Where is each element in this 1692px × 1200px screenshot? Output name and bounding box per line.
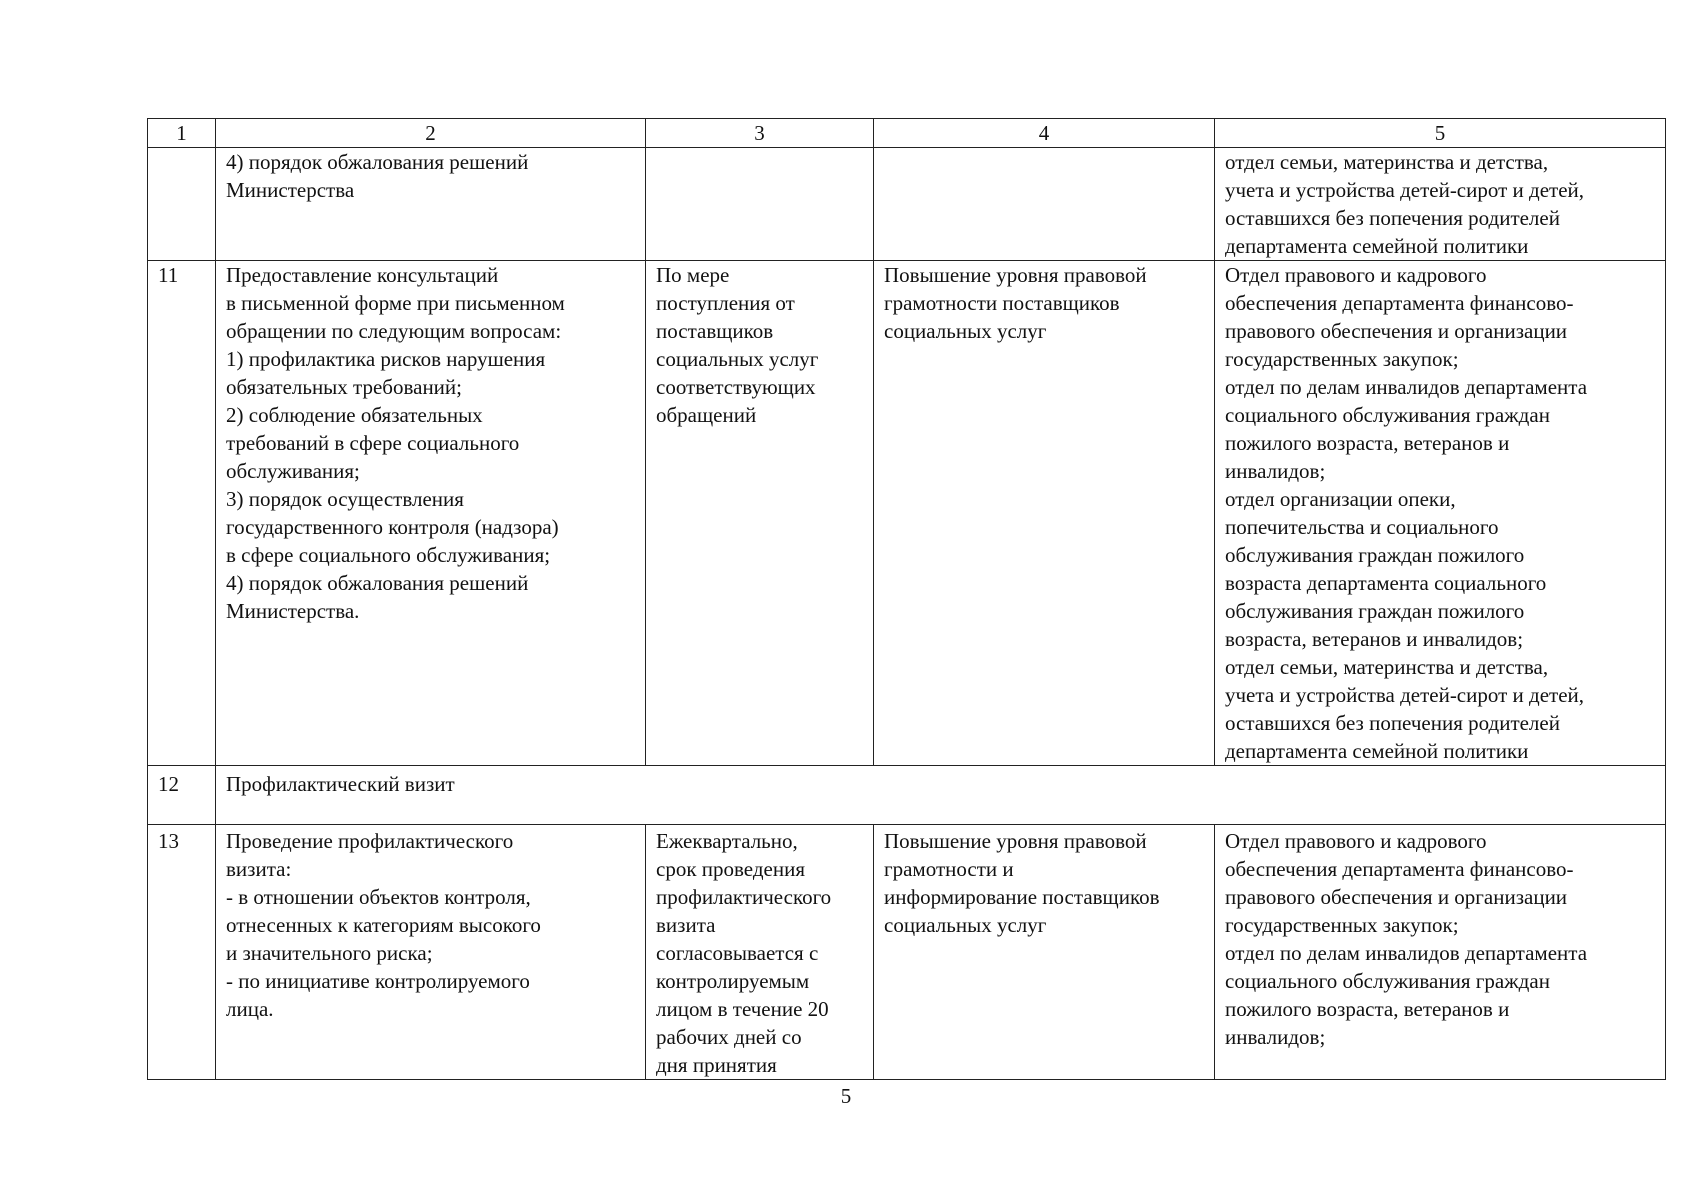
cell-text-line: в письменной форме при письменном bbox=[226, 291, 565, 315]
cell-text-line: Ежеквартально, bbox=[656, 829, 798, 853]
cell-text-line: обслуживания граждан пожилого bbox=[1225, 599, 1525, 623]
cell-text-line: отдел по делам инвалидов департамента bbox=[1225, 375, 1588, 399]
cell-text-line: обращении по следующим вопросам: bbox=[226, 319, 562, 343]
cell-text-line: в сфере социального обслуживания; bbox=[226, 543, 551, 567]
timing-cell bbox=[646, 148, 874, 261]
cell-text-line: социального обслуживания граждан bbox=[1225, 403, 1550, 427]
cell-text-line: социальных услуг bbox=[656, 347, 819, 371]
cell-text-line: - в отношении объектов контроля, bbox=[226, 885, 531, 909]
cell-text-line: государственного контроля (надзора) bbox=[226, 515, 559, 539]
measure-name-cell bbox=[216, 825, 646, 1080]
cell-text-line: правового обеспечения и организации bbox=[1225, 319, 1568, 343]
cell-text-line: По мере bbox=[656, 263, 730, 287]
cell-text-line: 4) порядок обжалования решений bbox=[226, 571, 529, 595]
cell-text-line: информирование поставщиков bbox=[884, 885, 1160, 909]
cell-text-line: Министерства. bbox=[226, 599, 360, 623]
header-cell-4: 4 bbox=[874, 119, 1215, 148]
result-cell bbox=[874, 148, 1215, 261]
cell-text-line: государственных закупок; bbox=[1225, 347, 1459, 371]
cell-text-line: правового обеспечения и организации bbox=[1225, 885, 1568, 909]
cell-text-line: Отдел правового и кадрового bbox=[1225, 829, 1487, 853]
cell-text-line: рабочих дней со bbox=[656, 1025, 802, 1049]
cell-text-line: визита: bbox=[226, 857, 292, 881]
cell-text-line: 4) порядок обжалования решений bbox=[226, 150, 529, 174]
cell-text-line: лица. bbox=[226, 997, 274, 1021]
cell-text-line: департамента семейной политики bbox=[1225, 234, 1529, 258]
cell-text-line: учета и устройства детей-сирот и детей, bbox=[1225, 683, 1584, 707]
cell-text-line: отдел семьи, материнства и детства, bbox=[1225, 150, 1549, 174]
timing-cell bbox=[646, 261, 874, 766]
cell-text-line: социальных услуг bbox=[884, 913, 1047, 937]
row-number-cell: 12 bbox=[148, 766, 216, 825]
cell-text-line: Отдел правового и кадрового bbox=[1225, 263, 1487, 287]
cell-text-line: обеспечения департамента финансово- bbox=[1225, 857, 1574, 881]
row-number-cell: 11 bbox=[148, 261, 216, 766]
cell-text-line: 3) порядок осуществления bbox=[226, 487, 464, 511]
cell-text-line: Проведение профилактического bbox=[226, 829, 514, 853]
cell-text-line: государственных закупок; bbox=[1225, 913, 1459, 937]
table-row-12 bbox=[148, 766, 1666, 825]
measure-name-cell bbox=[216, 261, 646, 766]
cell-text-line: требований в сфере социального bbox=[226, 431, 520, 455]
header-cell-2: 2 bbox=[216, 119, 646, 148]
cell-text-line: отдел организации опеки, bbox=[1225, 487, 1456, 511]
table-row-continuation bbox=[148, 148, 1666, 261]
page-number: 5 bbox=[840, 1084, 852, 1108]
responsible-cell bbox=[1215, 261, 1666, 766]
cell-text-line: инвалидов; bbox=[1225, 1025, 1326, 1049]
header-cell-3: 3 bbox=[646, 119, 874, 148]
cell-text-line: грамотности и bbox=[884, 857, 1014, 881]
cell-text-line: срок проведения bbox=[656, 857, 805, 881]
cell-text-line: оставшихся без попечения родителей bbox=[1225, 206, 1560, 230]
cell-text-line: учета и устройства детей-сирот и детей, bbox=[1225, 178, 1584, 202]
header-row bbox=[148, 119, 1666, 148]
cell-text-line: обеспечения департамента финансово- bbox=[1225, 291, 1574, 315]
cell-text-line: профилактического bbox=[656, 885, 832, 909]
cell-text-line: социальных услуг bbox=[884, 319, 1047, 343]
table-row-11 bbox=[148, 261, 1666, 766]
cell-text-line: и значительного риска; bbox=[226, 941, 433, 965]
cell-text-line: поставщиков bbox=[656, 319, 774, 343]
section-title-cell: Профилактический визит bbox=[216, 766, 1666, 825]
cell-text-line: визита bbox=[656, 913, 716, 937]
cell-text-line: 1) профилактика рисков нарушения bbox=[226, 347, 546, 371]
cell-text-line: попечительства и социального bbox=[1225, 515, 1499, 539]
cell-text-line: соответствующих bbox=[656, 375, 816, 399]
header-cell-5: 5 bbox=[1215, 119, 1666, 148]
cell-text-line: - по инициативе контролируемого bbox=[226, 969, 530, 993]
cell-text-line: пожилого возраста, ветеранов и bbox=[1225, 431, 1510, 455]
table-row-13 bbox=[148, 825, 1666, 1080]
cell-text-line: инвалидов; bbox=[1225, 459, 1326, 483]
result-cell bbox=[874, 261, 1215, 766]
timing-cell bbox=[646, 825, 874, 1080]
result-cell bbox=[874, 825, 1215, 1080]
cell-text-line: социального обслуживания граждан bbox=[1225, 969, 1550, 993]
cell-text-line: контролируемым bbox=[656, 969, 810, 993]
cell-text-line: обращений bbox=[656, 403, 757, 427]
cell-text-line: отдел семьи, материнства и детства, bbox=[1225, 655, 1549, 679]
cell-text-line: грамотности поставщиков bbox=[884, 291, 1120, 315]
cell-text-line: возраста, ветеранов и инвалидов; bbox=[1225, 627, 1524, 651]
header-cell-1: 1 bbox=[148, 119, 216, 148]
cell-text-line: обязательных требований; bbox=[226, 375, 462, 399]
cell-text-line: департамента семейной политики bbox=[1225, 739, 1529, 763]
cell-text-line: поступления от bbox=[656, 291, 795, 315]
cell-text-line: согласовывается с bbox=[656, 941, 819, 965]
cell-text-line: 2) соблюдение обязательных bbox=[226, 403, 483, 427]
measures-table bbox=[147, 118, 1666, 1080]
row-number-cell bbox=[148, 148, 216, 261]
cell-text-line: Повышение уровня правовой bbox=[884, 829, 1147, 853]
cell-text-line: дня принятия bbox=[656, 1053, 777, 1077]
cell-text-line: Министерства bbox=[226, 178, 355, 202]
cell-text-line: пожилого возраста, ветеранов и bbox=[1225, 997, 1510, 1021]
cell-text-line: оставшихся без попечения родителей bbox=[1225, 711, 1560, 735]
cell-text-line: Предоставление консультаций bbox=[226, 263, 499, 287]
responsible-cell bbox=[1215, 825, 1666, 1080]
row-number-cell: 13 bbox=[148, 825, 216, 1080]
cell-text-line: Повышение уровня правовой bbox=[884, 263, 1147, 287]
cell-text-line: лицом в течение 20 bbox=[656, 997, 829, 1021]
measure-name-cell bbox=[216, 148, 646, 261]
cell-text-line: отдел по делам инвалидов департамента bbox=[1225, 941, 1588, 965]
responsible-cell bbox=[1215, 148, 1666, 261]
cell-text-line: обслуживания; bbox=[226, 459, 360, 483]
cell-text-line: обслуживания граждан пожилого bbox=[1225, 543, 1525, 567]
cell-text-line: возраста департамента социального bbox=[1225, 571, 1547, 595]
cell-text-line: отнесенных к категориям высокого bbox=[226, 913, 541, 937]
